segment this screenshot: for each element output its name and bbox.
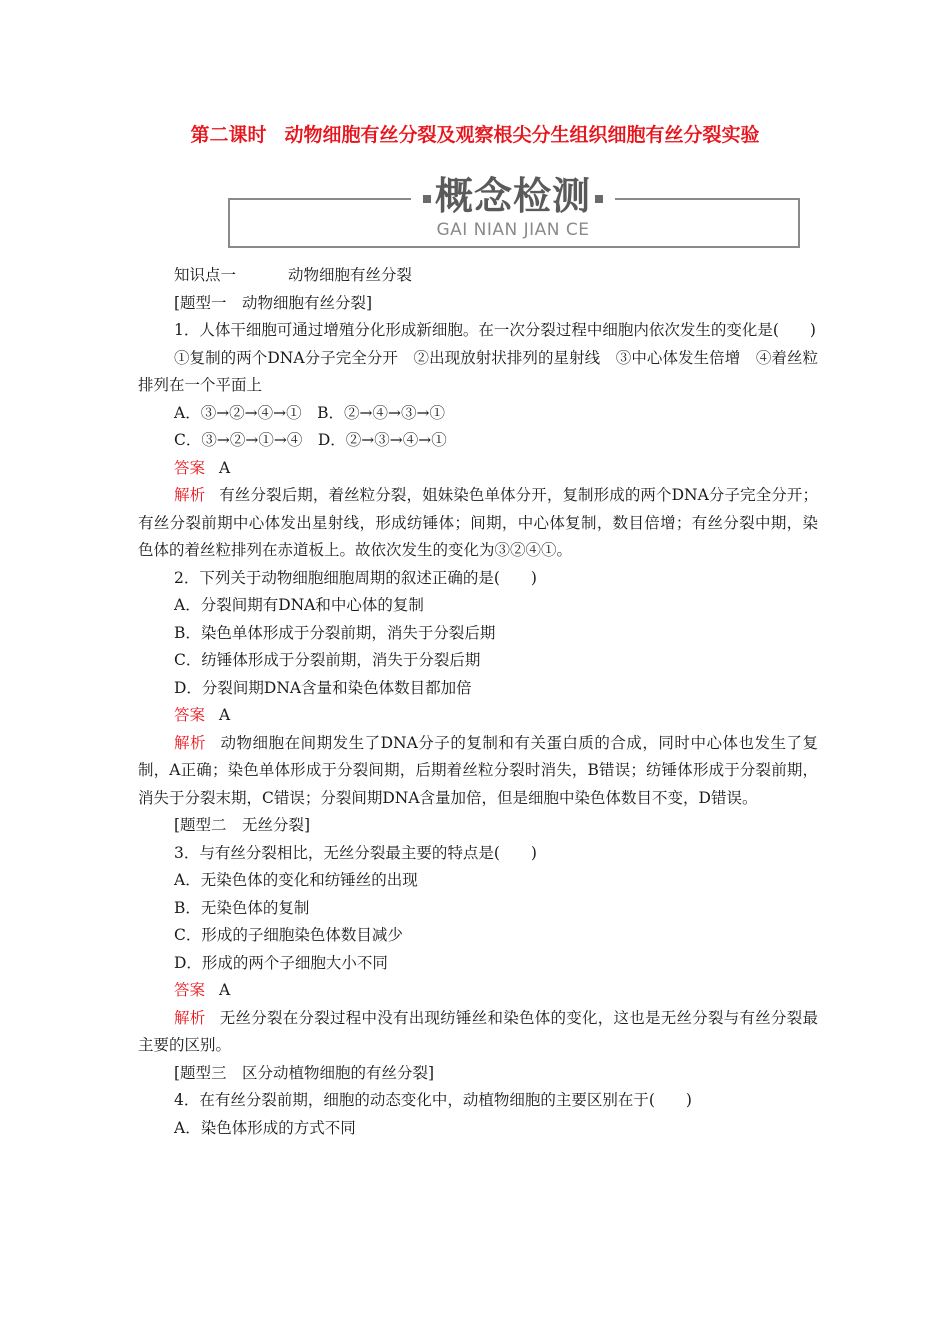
answer-line: [138, 702, 818, 730]
question-stem: 4．在有丝分裂前期，细胞的动态变化中，动植物细胞的主要区别在于( ): [174, 1091, 692, 1109]
option-a: A．无染色体的变化和纺锤丝的出现: [174, 871, 418, 889]
option-a: A．染色体形成的方式不同: [174, 1118, 356, 1137]
answer-line: [138, 977, 818, 1005]
lesson-title-part2: 动物细胞有丝分裂及观察根尖分生组织细胞有丝分裂实验: [284, 124, 760, 146]
banner-heading: [228, 172, 798, 220]
knowledge-point-label: 知识点一: [174, 266, 237, 284]
analysis-text: 无丝分裂在分裂过程中没有出现纺锤丝和染色体的变化，这也是无丝分裂与有丝分裂最主要的区别。: [138, 1008, 818, 1054]
question-type-heading: [题型二 无丝分裂]: [174, 816, 311, 834]
analysis-line: [138, 1005, 818, 1060]
answer-label: 答案: [174, 458, 206, 477]
question-stem: 2．下列关于动物细胞细胞周期的叙述正确的是( ): [174, 568, 537, 587]
question-statements: ①复制的两个DNA分子完全分开 ②出现放射状排列的星射线 ③中心体发生倍增 ④着丝粒排列在一个平面上: [138, 348, 818, 394]
analysis-label: 解析: [174, 486, 206, 504]
analysis-label: 解析: [174, 1008, 206, 1027]
knowledge-point-name: 动物细胞有丝分裂: [288, 266, 413, 284]
square-bullet-icon: [595, 195, 603, 203]
banner-subtitle: GAI NIAN JIAN CE: [436, 220, 590, 240]
analysis-text: 有丝分裂后期，着丝粒分裂，姐妹染色单体分开，复制形成的两个DNA分子完全分开；有丝分裂前期中心体发出星射线，形成纺锤体；间期，中心体复制，数目倍增；有丝分裂中期，染色体的着丝粒排列在赤道板上。故依次发生的变化为③②④①。: [138, 486, 818, 559]
option-a: A．分裂间期有DNA和中心体的复制: [174, 596, 424, 614]
knowledge-point-heading: [138, 262, 818, 290]
answer-value: A: [219, 706, 231, 724]
square-bullet-icon: [423, 195, 431, 203]
lesson-title: [0, 120, 950, 147]
option-row: C．③→②→①→④ D．②→③→④→①: [174, 431, 447, 449]
answer-label: 答案: [174, 706, 206, 724]
option-c: C．纺锤体形成于分裂前期，消失于分裂后期: [174, 651, 481, 669]
analysis-text: 动物细胞在间期发生了DNA分子的复制和有关蛋白质的合成，同时中心体也发生了复制，A正确；染色单体形成于分裂间期，后期着丝粒分裂时消失，B错误；纺锤体形成于分裂前期，消失于分裂末期，C错误；分裂间期DNA含量加倍，但是细胞中染色体数目不变，D错误。: [138, 733, 818, 807]
analysis-label: 解析: [174, 733, 207, 752]
option-d: D．形成的两个子细胞大小不同: [174, 953, 388, 972]
option-b: B．染色单体形成于分裂前期，消失于分裂后期: [174, 623, 496, 642]
answer-label: 答案: [174, 981, 206, 999]
banner-title-text: 概念检测: [434, 174, 591, 218]
answer-value: A: [219, 458, 231, 477]
question-type-heading: [题型三 区分动植物细胞的有丝分裂]: [174, 1063, 435, 1082]
document-body: [138, 262, 818, 1142]
section-banner: [228, 172, 798, 248]
question-type-heading: [题型一 动物细胞有丝分裂]: [174, 293, 373, 312]
analysis-line: [138, 730, 818, 813]
analysis-line: [138, 482, 818, 565]
option-row: A．③→②→④→① B．②→④→③→①: [174, 403, 446, 422]
question-stem: 1．人体干细胞可通过增殖分化形成新细胞。在一次分裂过程中细胞内依次发生的变化是( ): [174, 321, 816, 339]
option-d: D．分裂间期DNA含量和染色体数目都加倍: [174, 678, 472, 697]
option-c: C．形成的子细胞染色体数目减少: [174, 926, 403, 944]
option-b: B．无染色体的复制: [174, 898, 310, 917]
answer-value: A: [219, 981, 231, 999]
lesson-title-part1: 第二课时: [190, 124, 267, 146]
answer-line: [138, 455, 818, 483]
question-stem: 3．与有丝分裂相比，无丝分裂最主要的特点是( ): [174, 843, 537, 862]
